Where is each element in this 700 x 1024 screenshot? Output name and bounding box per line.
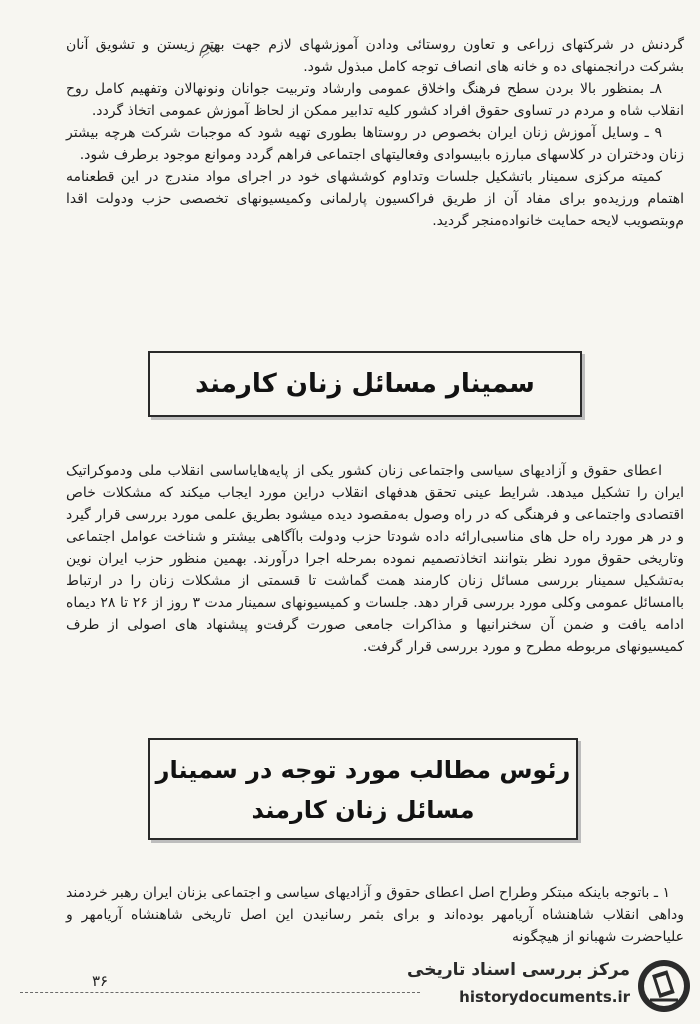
section-heading-line: رئوس مطالب مورد توجه در سمینار: [155, 756, 571, 784]
watermark: [407, 956, 692, 1016]
section-heading-box: [148, 738, 578, 840]
section-heading-line: مسائل زنان کارمند: [251, 796, 475, 824]
watermark-url: historydocuments.ir: [459, 988, 630, 1006]
section-heading-box: [148, 351, 582, 417]
watermark-name: مرکز بررسی اسناد تاریخی: [407, 960, 630, 980]
paragraph: گردنش در شرکتهای زراعی و تعاون روستائی ودادن آموزشهای لازم جهت بهتر زیستن و تشویق آنان بشرکت درانجمنهای ده و خانه های انصاف توجه کامل مبذول شود.: [66, 37, 684, 75]
page-number: ۳۶: [92, 972, 109, 990]
section-heading: سمینار مسائل زنان کارمند: [195, 369, 535, 399]
top-text-block: [66, 34, 684, 232]
topics-list-block: [66, 882, 684, 948]
paragraph-item-8: ۸ـ بمنظور بالا بردن سطح فرهنگ واخلاق عمومی وارشاد وتربیت جوانان ونونهالان وتفهیم کامل روح انقلاب شاه و مردم در تساوی حقوق افراد کشور کلیه تدابیر ممکن از لحاظ آموزش عمومی اتخاذ گردد.: [66, 81, 684, 119]
archive-logo-icon: [636, 958, 692, 1014]
paragraph: کمیته مرکزی سمینار باتشکیل جلسات وتداوم کوششهای خود در اجرای مواد مندرج در این قطعنامه اهتمام ورزیده‌و برای مفاد آن از طریق فراکسیون پارلمانی وکمیسیونهای تخصصی حزب ودولت اقدا م‌وبتصویب لایحه حمایت خانواده‌منجر گردید.: [66, 169, 684, 229]
paragraph: اعطای حقوق و آزادیهای سیاسی واجتماعی زنان کشور یکی از پایه‌هایاساسی انقلاب ملی ودموکراتیک ایران را تشکیل میدهد. شرایط عینی تحقق هدفهای انقلاب دراین مورد ایجاب میکند که مشکلات خاص اقتصادی واجتماعی و فرهنگی که در راه وصول به‌مقصود دیده میشود بطریق علمی مورد بررسی قرار گیرد و در هر مورد راه حل های مناسبی‌ارائه داده شودتا حزب ودولت باآگاهی بیشتر و شناخت عوامل اجتماعی وتاریخی حقوق مورد نظر بتوانند اتخاذتصمیم نموده بمرحله اجرا درآورند. بهمین منظور حزب ایران نوین به‌تشکیل سمینار بررسی مسائل زنان کارمند همت گماشت تا قسمتی از مشکلات زنان را در ارتباط باامسائل عمومی وکلی مورد بررسی قرار دهد. جلسات و کمیسیونهای سمینار مدت ۳ روز از ۲۶ تا ۲۸ دیماه ادامه یافت و ضمن آن سخنرانیها و مذاکرات جامعی صورت گرفت‌و پیشنهاد های اصولی از طرف کمیسیونهای مربوطه مطرح و مورد بررسی قرار گرفت.: [66, 463, 685, 655]
seminar-intro-block: [66, 460, 684, 658]
footer-divider: [20, 992, 420, 993]
paragraph-item-1: ۱ ـ باتوجه باینکه مبتکر وطراح اصل اعطای حقوق و آزادیهای سیاسی و اجتماعی بزنان ایران رهبر خردمند وداهی انقلاب شاهنشاه آریامهر بوده‌اند و برای بثمر رسانیدن این اصل تاریخی شاهنشاه آریامهر و علیاحضرت شهبانو از هیچگونه: [66, 885, 684, 945]
paragraph-item-9: ۹ ـ وسایل آموزش زنان ایران بخصوص در روستاها بطوری تهیه شود که موجبات شرکت هرچه بیشتر زنان ودختران در کلاسهای مبارزه بابیسوادی وفعالیتهای اجتماعی فراهم گردد وموانع موجود برطرف شود.: [66, 125, 684, 163]
